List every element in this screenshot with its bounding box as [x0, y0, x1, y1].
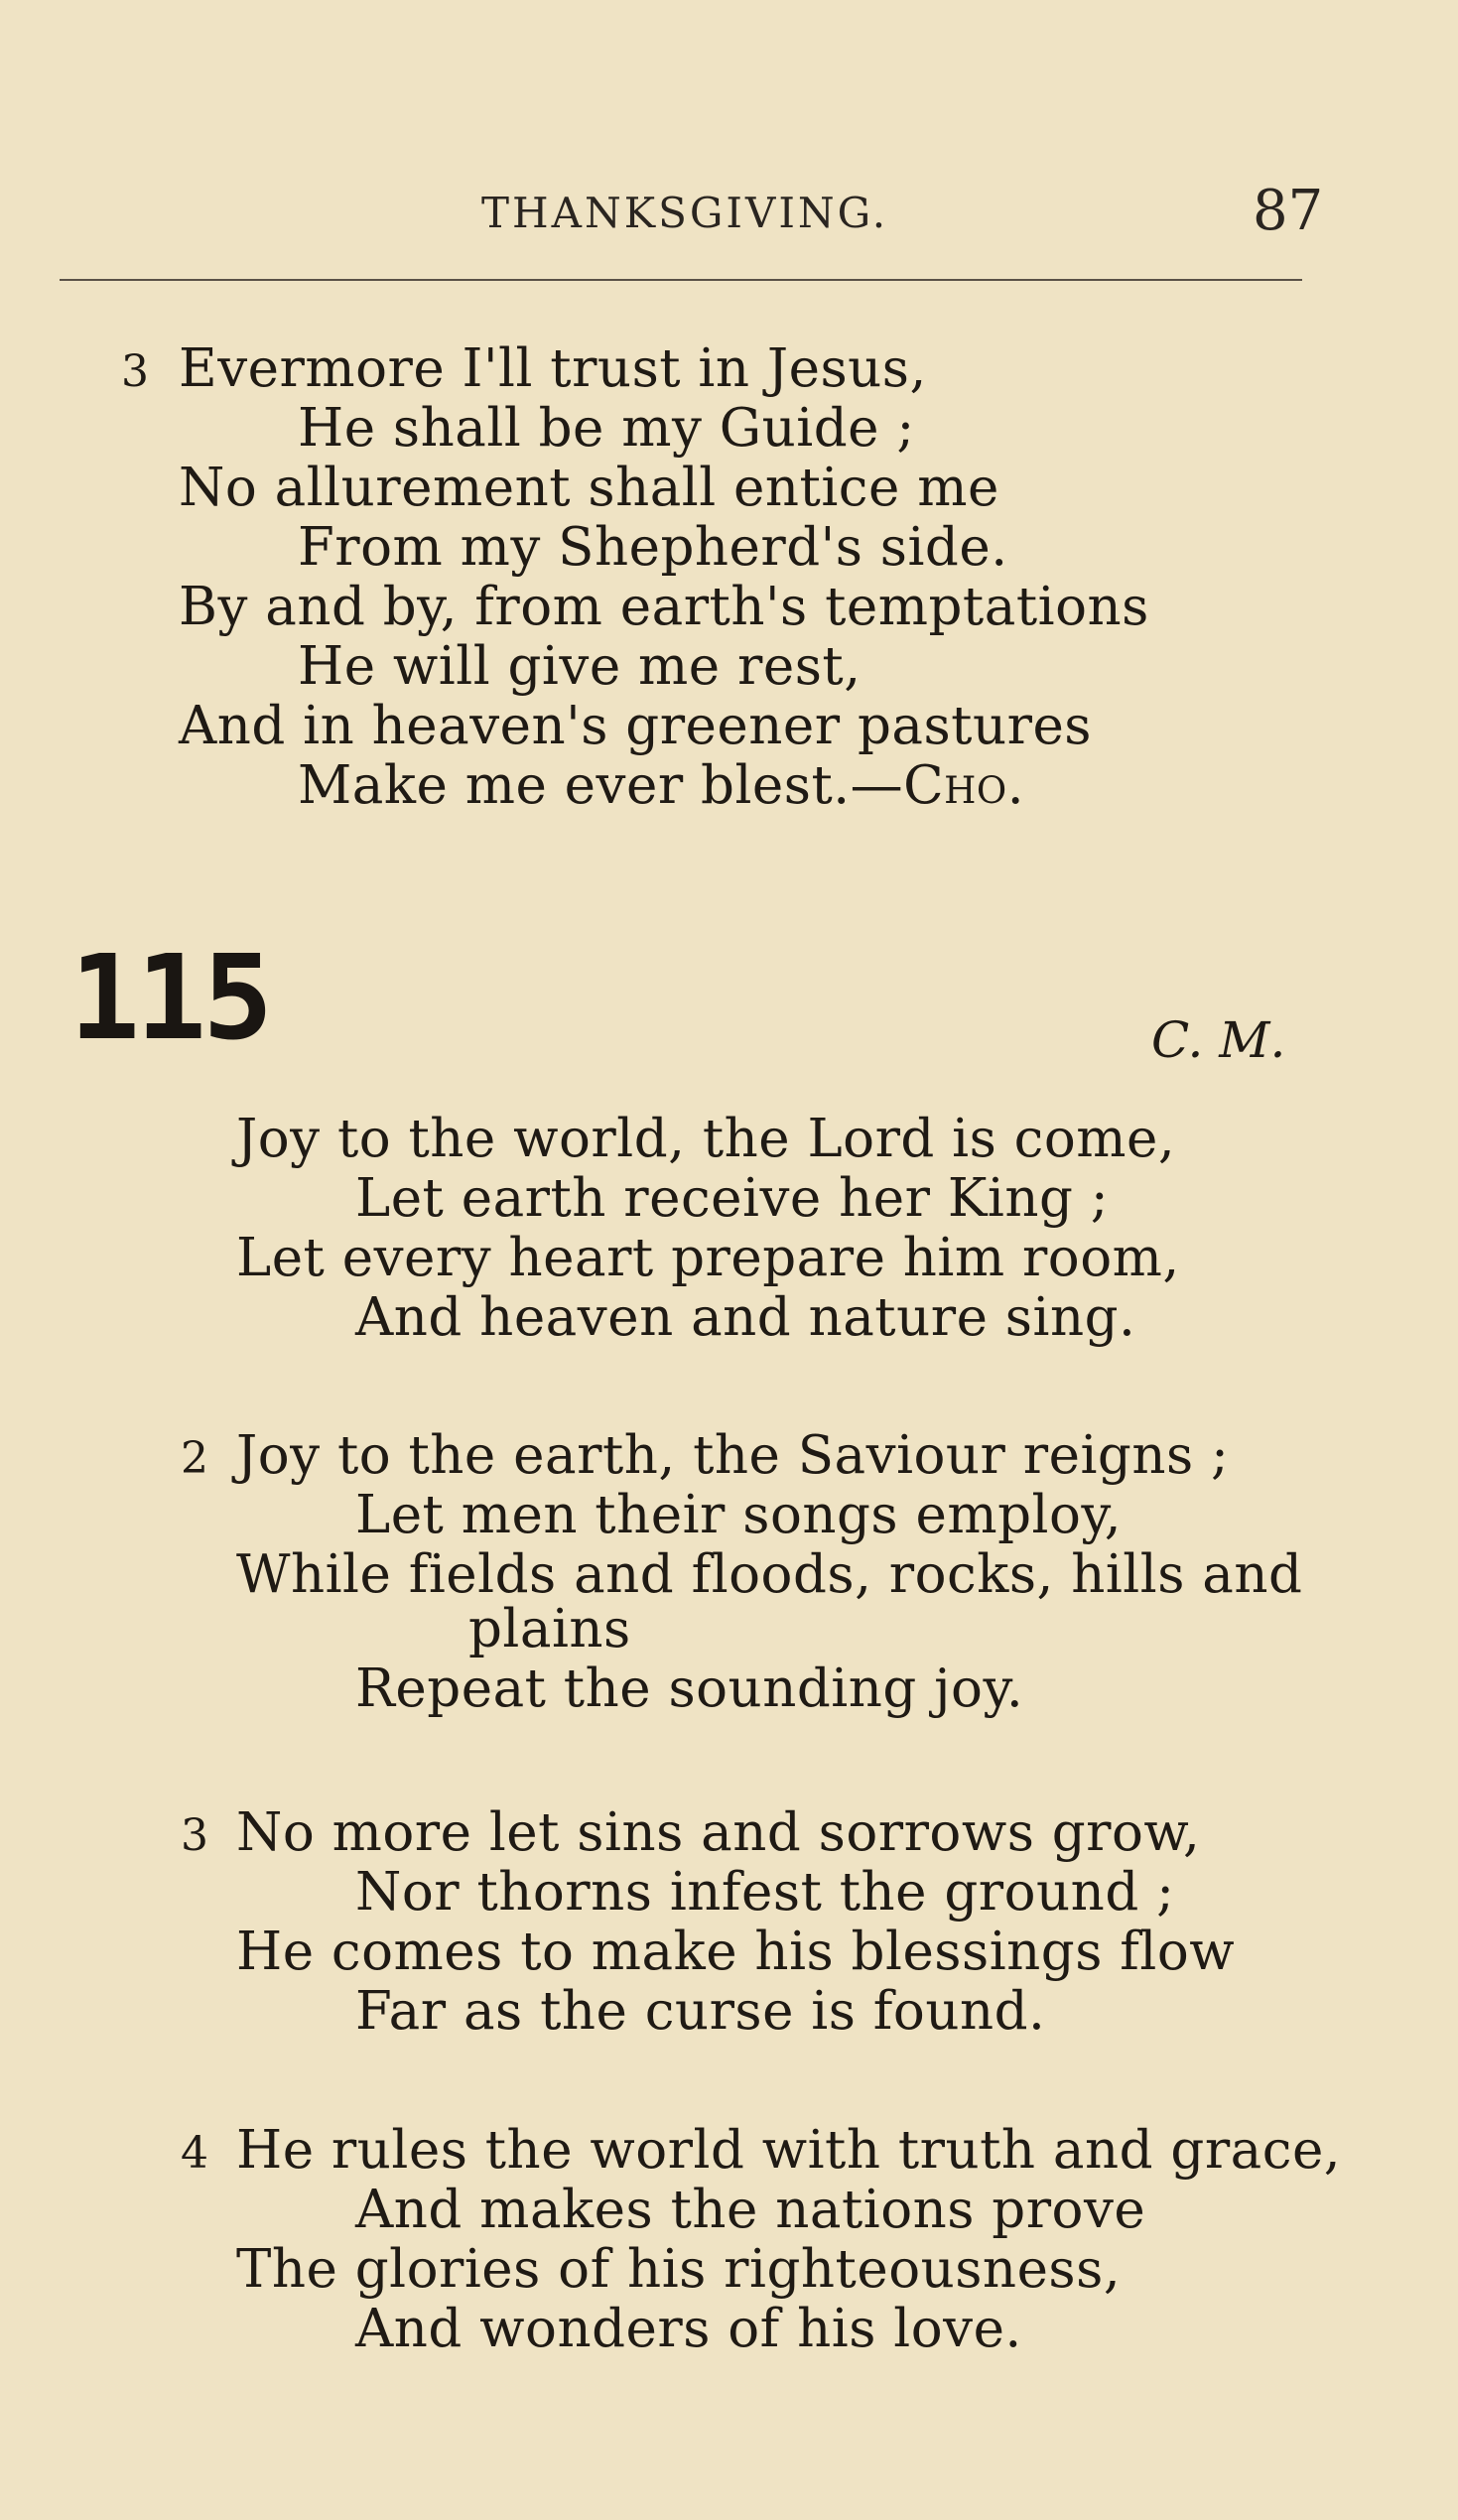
verse-line: While fields and floods, rocks, hills and [236, 1544, 1303, 1605]
verse-line: By and by, from earth's temptations [179, 577, 1149, 637]
running-header-title: THANKSGIVING. [481, 189, 889, 237]
verse-line: Let men their songs employ, [355, 1485, 1123, 1545]
verse-line: No more let sins and sorrows grow, [236, 1802, 1201, 1863]
verse-line-continuation: plains [468, 1599, 631, 1659]
verse-line: No allurement shall entice me [179, 458, 999, 518]
verse-line: Joy to the world, the Lord is come, [236, 1109, 1176, 1169]
verse-line-text: Make me ever blest.— [298, 755, 904, 816]
verse-line: He rules the world with truth and grace, [236, 2120, 1342, 2181]
verse-line-with-chorus [298, 756, 1024, 816]
verse-line: Repeat the sounding joy. [355, 1658, 1024, 1719]
page-number: 87 [1253, 179, 1324, 243]
verse-line: Nor thorns infest the ground ; [355, 1862, 1175, 1923]
verse-line: Far as the curse is found. [355, 1981, 1046, 2042]
verse-line: And heaven and nature sing. [355, 1287, 1136, 1348]
verse-line: Evermore I'll trust in Jesus, [179, 338, 927, 399]
hymn-number: 115 [69, 929, 270, 1066]
header-rule [60, 279, 1302, 281]
verse-line: He will give me rest, [298, 636, 862, 697]
verse-line: The glories of his righteousness, [236, 2239, 1122, 2300]
verse-line: Joy to the earth, the Saviour reigns ; [236, 1425, 1230, 1486]
chorus-mark: Cho. [903, 755, 1025, 816]
verse-line: Let every heart prepare him room, [236, 1228, 1180, 1288]
verse-number: 3 [121, 346, 149, 397]
verse-number: 2 [181, 1433, 208, 1484]
verse-line: He shall be my Guide ; [298, 398, 915, 459]
verse-line: And wonders of his love. [355, 2299, 1022, 2359]
verse-line: And in heaven's greener pastures [179, 696, 1093, 756]
verse-line: From my Shepherd's side. [298, 517, 1008, 578]
verse-line: Let earth receive her King ; [355, 1168, 1110, 1229]
verse-line: And makes the nations prove [355, 2180, 1146, 2240]
verse-number: 4 [181, 2128, 208, 2179]
verse-number: 3 [181, 1810, 208, 1861]
verse-line: He comes to make his blessings flow [236, 1922, 1236, 1982]
hymn-meter: C. M. [1151, 1011, 1286, 1069]
